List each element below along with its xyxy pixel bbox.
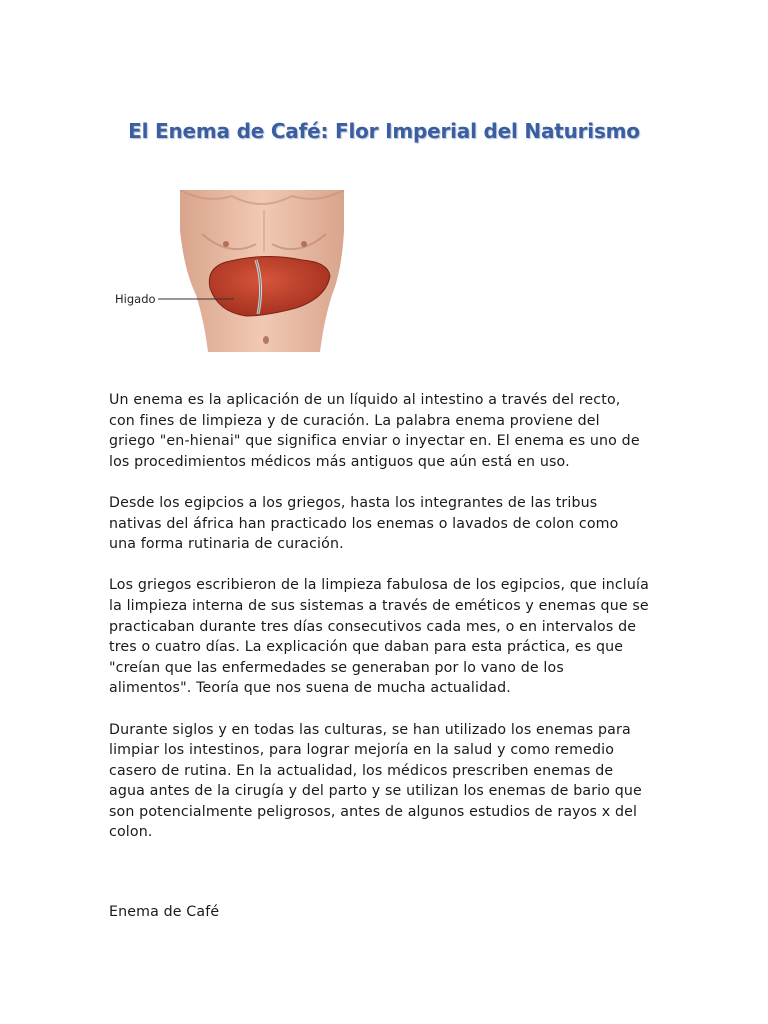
liver-illustration <box>106 190 351 352</box>
section-subheading: Enema de Café <box>109 904 220 920</box>
navel <box>263 336 269 344</box>
article-body <box>109 390 649 864</box>
paragraph: Un enema es la aplicación de un líquido al intestino a través del recto, con fines de limpieza y de curación. La palabra enema proviene del griego "en-hienai" que significa enviar o inyectar en. El enema es uno de los procedimientos médicos más antiguos que aún está en uso. <box>109 392 640 470</box>
torso-liver-image <box>106 190 351 352</box>
paragraph: Los griegos escribieron de la limpieza fabulosa de los egipcios, que incluía la limpieza interna de sus sistemas a través de eméticos y enemas que se practicaban durante tres días consecutivos cada mes, o en intervalos de tres o cuatro días. La explicación que daban para esta práctica, es que "creían que las enfermedades se generaban por lo vano de los alimentos". Teoría que nos suena de mucha actualidad. <box>109 577 649 697</box>
paragraph: Desde los egipcios a los griegos, hasta los integrantes de las tribus nativas del áfrica han practicado los enemas o lavados de colon como una forma rutinaria de curación. <box>109 494 619 553</box>
paragraph: Durante siglos y en todas las culturas, se han utilizado los enemas para limpiar los intestinos, para lograr mejoría en la salud y como remedio casero de rutina. En la actualidad, los médicos prescriben enemas de agua antes de la cirugía y del parto y se utilizan los enemas de bario que son potencialmente peligrosos, antes de algunos estudios de rayos x del colon. <box>109 721 642 841</box>
nipple-right <box>301 241 307 247</box>
nipple-left <box>223 241 229 247</box>
liver-label: Higado <box>115 292 156 306</box>
page-title: El Enema de Café: Flor Imperial del Naturismo <box>128 119 640 143</box>
